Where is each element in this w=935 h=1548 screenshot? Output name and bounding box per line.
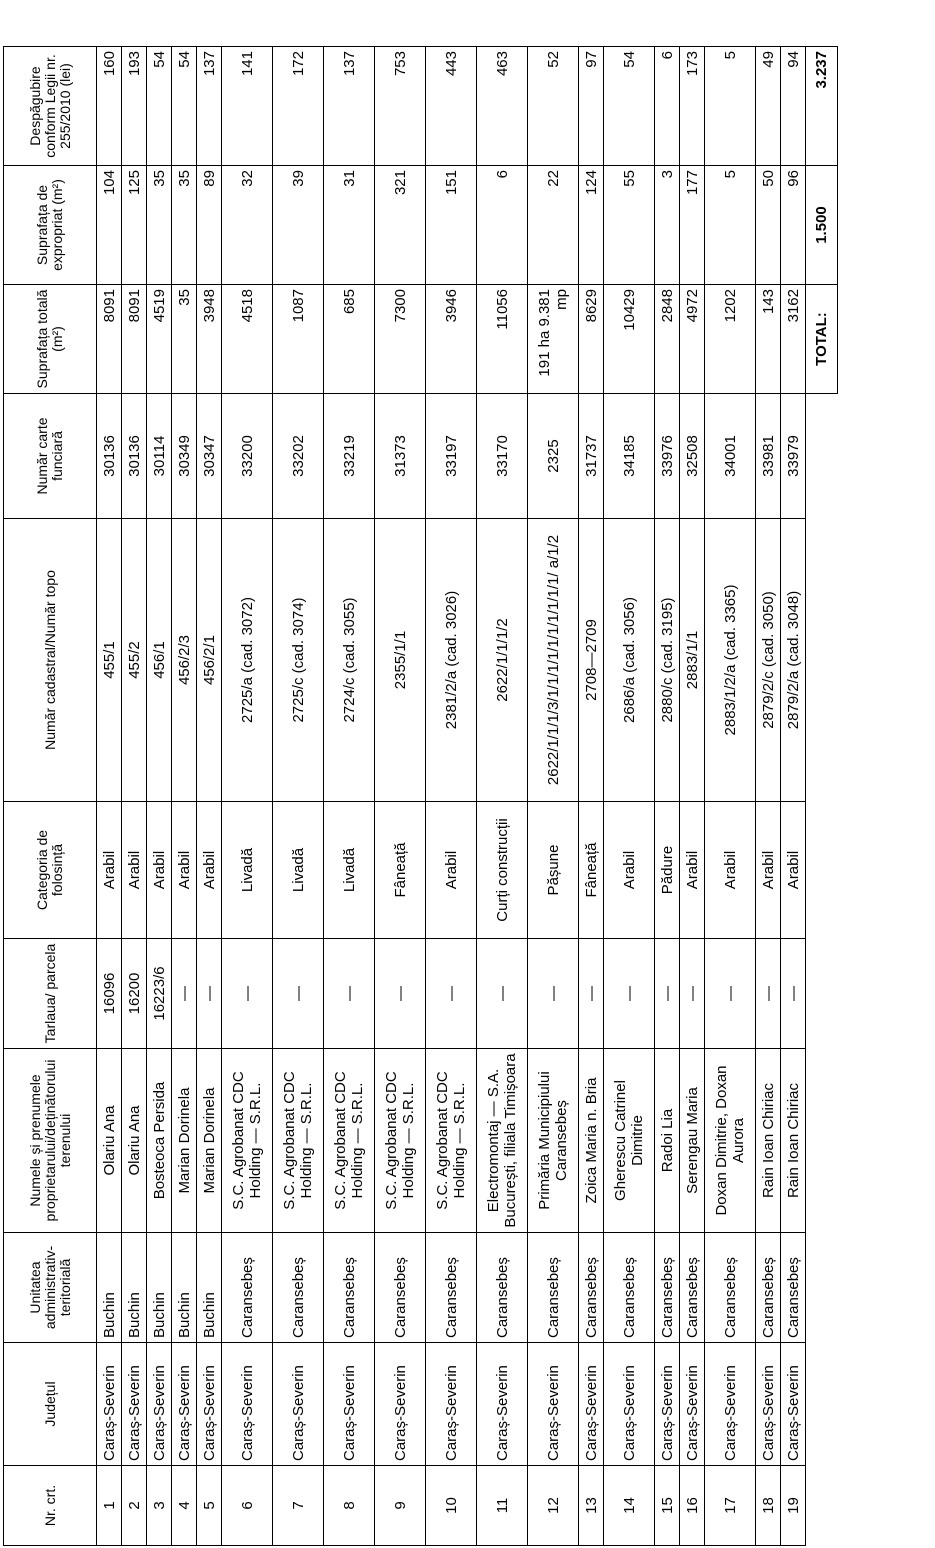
cell-categoria: Arabil [781,802,806,939]
cell-supr-expropriat: 22 [528,166,579,285]
cell-supr-totala: 3948 [197,285,222,394]
table-row [222,47,273,1546]
table-row [604,47,655,1546]
cell-categoria: Arabil [97,802,122,939]
cell-nr: 12 [528,1466,579,1546]
table-row [97,47,122,1546]
cell-judet: Caraș-Severin [273,1343,324,1466]
cell-judet: Caraș-Severin [324,1343,375,1466]
cell-supr-totala: 143 [756,285,781,394]
cell-despagubire: 6 [655,47,680,166]
cell-cadastral: 455/2 [122,519,147,802]
table-row [147,47,172,1546]
cell-unitate: Buchin [147,1233,172,1343]
cell-despagubire: 97 [579,47,604,166]
cell-categoria: Arabil [147,802,172,939]
header-judet: Județul [4,1343,97,1466]
cell-nr: 7 [273,1466,324,1546]
cell-tarla: — [579,939,604,1049]
cell-judet: Caraș-Severin [426,1343,477,1466]
cell-supr-totala: 4518 [222,285,273,394]
cell-supr-expropriat: 50 [756,166,781,285]
cell-cadastral: 2883/1/1 [680,519,705,802]
cell-supr-expropriat: 35 [147,166,172,285]
cell-supr-totala: 3162 [781,285,806,394]
cell-nr: 3 [147,1466,172,1546]
table-row [122,47,147,1546]
cell-despagubire: 54 [147,47,172,166]
cell-judet: Caraș-Severin [375,1343,426,1466]
cell-supr-totala: 4519 [147,285,172,394]
cell-supr-expropriat: 31 [324,166,375,285]
cell-supr-expropriat: 96 [781,166,806,285]
cell-carte: 33200 [222,394,273,519]
total-label: TOTAL: [806,285,838,394]
cell-judet: Caraș-Severin [97,1343,122,1466]
cell-despagubire: 141 [222,47,273,166]
cell-judet: Caraș-Severin [655,1343,680,1466]
table-row [781,47,806,1546]
cell-categoria: Pășune [528,802,579,939]
cell-despagubire: 463 [477,47,528,166]
cell-tarla: — [528,939,579,1049]
cell-tarla: — [324,939,375,1049]
table-row [705,47,756,1546]
cell-cadastral: 2880/c (cad. 3195) [655,519,680,802]
cell-carte: 33170 [477,394,528,519]
cell-supr-expropriat: 55 [604,166,655,285]
cell-supr-expropriat: 125 [122,166,147,285]
cell-unitate: Caransebeș [426,1233,477,1343]
cell-supr-expropriat: 124 [579,166,604,285]
cell-tarla: — [375,939,426,1049]
cell-cadastral: 2724/c (cad. 3055) [324,519,375,802]
cell-unitate: Buchin [172,1233,197,1343]
cell-despagubire: 5 [705,47,756,166]
cell-unitate: Caransebeș [680,1233,705,1343]
cell-categoria: Arabil [172,802,197,939]
cell-tarla: — [655,939,680,1049]
cell-despagubire: 172 [273,47,324,166]
cell-judet: Caraș-Severin [705,1343,756,1466]
cell-cadastral: 456/2/3 [172,519,197,802]
table-row [197,47,222,1546]
header-carte: Număr carte funciară [4,394,97,519]
table-row [528,47,579,1546]
cell-tarla: — [756,939,781,1049]
cell-supr-totala: 191 ha 9.381 mp [528,285,579,394]
cell-unitate: Caransebeș [273,1233,324,1343]
cell-despagubire: 160 [97,47,122,166]
cell-tarla: — [197,939,222,1049]
cell-cadastral: 2725/a (cad. 3072) [222,519,273,802]
cell-judet: Caraș-Severin [122,1343,147,1466]
cell-unitate: Buchin [197,1233,222,1343]
cell-proprietar: S.C. Agrobanat CDC Holding — S.R.L. [426,1049,477,1233]
cell-unitate: Caransebeș [655,1233,680,1343]
table-row [477,47,528,1546]
cell-judet: Caraș-Severin [197,1343,222,1466]
cell-despagubire: 54 [172,47,197,166]
cell-categoria: Arabil [197,802,222,939]
header-proprietar: Numele și prenumele proprietarului/deținătorului terenului [4,1049,97,1233]
cell-supr-expropriat: 89 [197,166,222,285]
cell-tarla: 16096 [97,939,122,1049]
cell-carte: 30136 [97,394,122,519]
cell-categoria: Pădure [655,802,680,939]
cell-despagubire: 443 [426,47,477,166]
cell-despagubire: 753 [375,47,426,166]
table-row [426,47,477,1546]
cell-cadastral: 2879/2/c (cad. 3050) [756,519,781,802]
cell-carte: 30349 [172,394,197,519]
cell-nr: 1 [97,1466,122,1546]
cell-supr-totala: 8629 [579,285,604,394]
cell-nr: 19 [781,1466,806,1546]
cell-nr: 13 [579,1466,604,1546]
cell-tarla: — [604,939,655,1049]
cell-supr-totala: 7300 [375,285,426,394]
table-row [375,47,426,1546]
cell-categoria: Fâneață [579,802,604,939]
cell-nr: 17 [705,1466,756,1546]
cell-categoria: Arabil [680,802,705,939]
cell-cadastral: 2381/2/a (cad. 3026) [426,519,477,802]
header-unitate: Unitatea administrativ-teritorială [4,1233,97,1343]
cell-despagubire: 49 [756,47,781,166]
cell-nr: 9 [375,1466,426,1546]
cell-proprietar: Zoica Maria n. Bria [579,1049,604,1233]
cell-supr-expropriat: 32 [222,166,273,285]
cell-carte: 30136 [122,394,147,519]
cell-carte: 33219 [324,394,375,519]
cell-nr: 4 [172,1466,197,1546]
cell-tarla: — [477,939,528,1049]
cell-categoria: Livadă [324,802,375,939]
cell-proprietar: Gherescu Catrinel Dimitrie [604,1049,655,1233]
cell-carte: 31373 [375,394,426,519]
total-row [806,47,838,1546]
cell-judet: Caraș-Severin [477,1343,528,1466]
cell-tarla: 16200 [122,939,147,1049]
cell-categoria: Livadă [222,802,273,939]
cell-supr-totala: 2848 [655,285,680,394]
cell-categoria: Arabil [756,802,781,939]
cell-despagubire: 193 [122,47,147,166]
cell-proprietar: Bosteoca Persida [147,1049,172,1233]
cell-nr: 8 [324,1466,375,1546]
cell-supr-totala: 8091 [122,285,147,394]
cell-unitate: Caransebeș [756,1233,781,1343]
cell-cadastral: 2708—2709 [579,519,604,802]
cell-supr-expropriat: 321 [375,166,426,285]
header-cadastral: Număr cadastral/Număr topo [4,519,97,802]
cell-unitate: Caransebeș [781,1233,806,1343]
cell-carte: 2325 [528,394,579,519]
cell-carte: 33981 [756,394,781,519]
cell-judet: Caraș-Severin [528,1343,579,1466]
expropriation-table [3,46,838,1546]
cell-tarla: — [222,939,273,1049]
cell-proprietar: Electromontaj — S.A. București, filiala Timișoara [477,1049,528,1233]
cell-despagubire: 137 [197,47,222,166]
cell-categoria: Arabil [604,802,655,939]
cell-unitate: Caransebeș [604,1233,655,1343]
cell-nr: 10 [426,1466,477,1546]
cell-tarla: 16223/6 [147,939,172,1049]
cell-proprietar: Olariu Ana [122,1049,147,1233]
cell-supr-expropriat: 104 [97,166,122,285]
table-row [273,47,324,1546]
cell-carte: 34001 [705,394,756,519]
header-supr-totala: Suprafața totală (m²) [4,285,97,394]
cell-proprietar: Olariu Ana [97,1049,122,1233]
cell-supr-totala: 3946 [426,285,477,394]
cell-carte: 33979 [781,394,806,519]
cell-nr: 14 [604,1466,655,1546]
cell-supr-totala: 35 [172,285,197,394]
cell-categoria: Arabil [426,802,477,939]
cell-nr: 18 [756,1466,781,1546]
cell-nr: 16 [680,1466,705,1546]
cell-proprietar: Marian Dorinela [172,1049,197,1233]
cell-tarla: — [680,939,705,1049]
cell-supr-totala: 8091 [97,285,122,394]
table-row [172,47,197,1546]
cell-supr-totala: 1087 [273,285,324,394]
cell-unitate: Caransebeș [324,1233,375,1343]
cell-unitate: Caransebeș [222,1233,273,1343]
cell-despagubire: 52 [528,47,579,166]
cell-carte: 33976 [655,394,680,519]
cell-despagubire: 94 [781,47,806,166]
header-row [4,47,97,1546]
cell-categoria: Fâneață [375,802,426,939]
total-supr-expropriat: 1.500 [806,166,838,285]
cell-unitate: Buchin [122,1233,147,1343]
cell-nr: 15 [655,1466,680,1546]
cell-judet: Caraș-Severin [781,1343,806,1466]
cell-carte: 31737 [579,394,604,519]
cell-proprietar: Marian Dorinela [197,1049,222,1233]
cell-carte: 32508 [680,394,705,519]
cell-carte: 33197 [426,394,477,519]
table-row [324,47,375,1546]
cell-cadastral: 2686/a (cad. 3056) [604,519,655,802]
header-supr-expropriat: Suprafața de expropriat (m²) [4,166,97,285]
cell-supr-expropriat: 35 [172,166,197,285]
header-categoria: Categoria de folosință [4,802,97,939]
cell-supr-expropriat: 177 [680,166,705,285]
cell-judet: Caraș-Severin [579,1343,604,1466]
cell-proprietar: S.C. Agrobanat CDC Holding — S.R.L. [324,1049,375,1233]
cell-nr: 2 [122,1466,147,1546]
cell-unitate: Caransebeș [579,1233,604,1343]
table-row [655,47,680,1546]
cell-supr-expropriat: 39 [273,166,324,285]
cell-proprietar: Serengau Maria [680,1049,705,1233]
cell-supr-totala: 4972 [680,285,705,394]
total-despagubire: 3.237 [806,47,838,166]
cell-proprietar: S.C. Agrobanat CDC Holding — S.R.L. [375,1049,426,1233]
cell-judet: Caraș-Severin [604,1343,655,1466]
cell-judet: Caraș-Severin [147,1343,172,1466]
cell-categoria: Livadă [273,802,324,939]
header-nr: Nr. crt. [4,1466,97,1546]
cell-cadastral: 455/1 [97,519,122,802]
cell-supr-expropriat: 3 [655,166,680,285]
cell-tarla: — [172,939,197,1049]
cell-despagubire: 173 [680,47,705,166]
total-spacer [806,394,838,1546]
cell-categoria: Arabil [705,802,756,939]
cell-tarla: — [426,939,477,1049]
cell-carte: 30114 [147,394,172,519]
cell-nr: 6 [222,1466,273,1546]
cell-unitate: Caransebeș [528,1233,579,1343]
cell-proprietar: Doxan Dimitrie, Doxan Aurora [705,1049,756,1233]
cell-cadastral: 456/2/1 [197,519,222,802]
cell-cadastral: 456/1 [147,519,172,802]
cell-proprietar: Rain Ioan Chiriac [781,1049,806,1233]
table-row [579,47,604,1546]
cell-supr-expropriat: 151 [426,166,477,285]
cell-cadastral: 2879/2/a (cad. 3048) [781,519,806,802]
cell-supr-expropriat: 5 [705,166,756,285]
table-row [680,47,705,1546]
cell-proprietar: S.C. Agrobanat CDC Holding — S.R.L. [273,1049,324,1233]
header-despagubire: Despăgubire conform Legii nr. 255/2010 (lei) [4,47,97,166]
cell-cadastral: 2725/c (cad. 3074) [273,519,324,802]
cell-judet: Caraș-Severin [680,1343,705,1466]
cell-unitate: Caransebeș [375,1233,426,1343]
cell-judet: Caraș-Severin [756,1343,781,1466]
cell-tarla: — [705,939,756,1049]
cell-cadastral: 2622/1/1/1/2 [477,519,528,802]
cell-tarla: — [781,939,806,1049]
cell-nr: 5 [197,1466,222,1546]
header-tarla: Tarlaua/ parcela [4,939,97,1049]
cell-cadastral: 2355/1/1 [375,519,426,802]
cell-proprietar: Radoi Lia [655,1049,680,1233]
cell-cadastral: 2883/1/2/a (cad. 3365) [705,519,756,802]
cell-unitate: Buchin [97,1233,122,1343]
cell-supr-expropriat: 6 [477,166,528,285]
cell-supr-totala: 1202 [705,285,756,394]
cell-categoria: Curți construcții [477,802,528,939]
cell-despagubire: 137 [324,47,375,166]
cell-proprietar: Rain Ioan Chiriac [756,1049,781,1233]
cell-unitate: Caransebeș [705,1233,756,1343]
cell-nr: 11 [477,1466,528,1546]
cell-supr-totala: 685 [324,285,375,394]
cell-supr-totala: 10429 [604,285,655,394]
cell-proprietar: S.C. Agrobanat CDC Holding — S.R.L. [222,1049,273,1233]
cell-carte: 34185 [604,394,655,519]
cell-proprietar: Primăria Municipiului Caransebeș [528,1049,579,1233]
cell-judet: Caraș-Severin [222,1343,273,1466]
cell-carte: 33202 [273,394,324,519]
cell-tarla: — [273,939,324,1049]
table-row [756,47,781,1546]
cell-despagubire: 54 [604,47,655,166]
cell-categoria: Arabil [122,802,147,939]
cell-supr-totala: 11056 [477,285,528,394]
cell-cadastral: 2622/1/1/1/3/1/1/1/1/1/1/1/1/1/1/ a/1/2 [528,519,579,802]
cell-judet: Caraș-Severin [172,1343,197,1466]
cell-carte: 30347 [197,394,222,519]
cell-unitate: Caransebeș [477,1233,528,1343]
